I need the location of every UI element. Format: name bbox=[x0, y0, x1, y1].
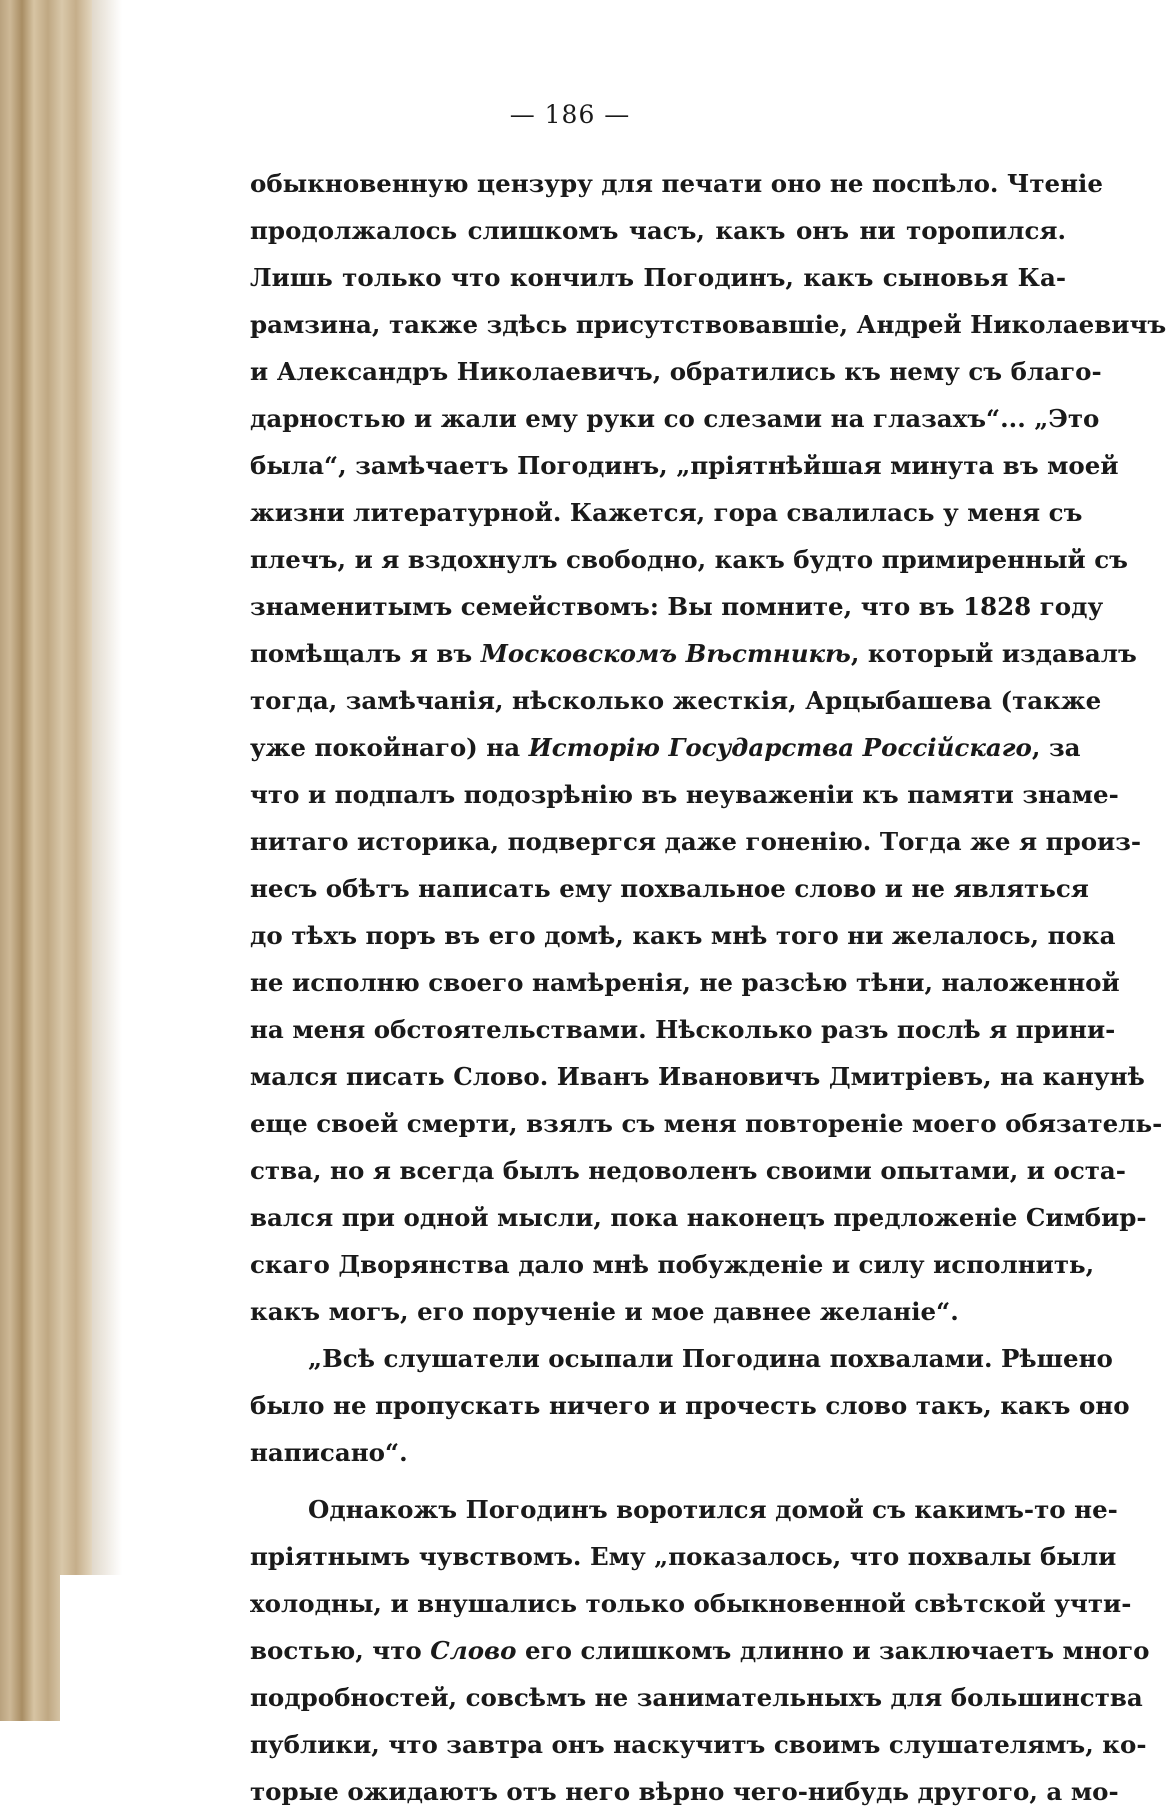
italic-title: Московскомъ Вѣстникѣ bbox=[480, 639, 851, 668]
binding-shadow bbox=[92, 0, 122, 1721]
book-binding-gutter bbox=[0, 0, 92, 1721]
text-line: вался при одной мысли, пока наконецъ предложеніе Симбир- bbox=[250, 1203, 1147, 1232]
italic-title: Исторію Государства Россійскаго bbox=[528, 733, 1032, 762]
text-line: Лишь только что кончилъ Погодинъ, какъ сыновья Ка- bbox=[250, 263, 1066, 292]
text-segment: уже покойнаго) на bbox=[250, 733, 529, 762]
text-line: не исполню своего намѣренія, не разсѣю тѣни, наложенной bbox=[250, 968, 1120, 997]
text-line: несъ обѣтъ написать ему похвальное слово и не являться bbox=[250, 874, 1089, 903]
text-segment: востью, что bbox=[250, 1636, 431, 1665]
italic-title: Слово bbox=[430, 1636, 517, 1665]
text-line: продолжалось слишкомъ часъ, какъ онъ ни торопился. bbox=[250, 216, 1066, 245]
text-line: дарностью и жали ему руки со слезами на глазахъ“... „Это bbox=[250, 404, 1100, 433]
text-line: плечъ, и я вздохнулъ свободно, какъ будто примиренный съ bbox=[250, 545, 1128, 574]
text-line: была“, замѣчаетъ Погодинъ, „пріятнѣйшая минута въ моей bbox=[250, 451, 1119, 480]
text-line: до тѣхъ поръ въ его домѣ, какъ мнѣ того ни желалось, пока bbox=[250, 921, 1116, 950]
text-line: публики, что завтра онъ наскучитъ своимъ слушателямъ, ко- bbox=[250, 1730, 1147, 1759]
text-line: еще своей смерти, взялъ съ меня повтореніе моего обязатель- bbox=[250, 1109, 1163, 1138]
text-line: Однакожъ Погодинъ воротился домой съ какимъ-то не- bbox=[308, 1495, 1118, 1524]
text-line: что и подпалъ подозрѣнію въ неуваженіи къ памяти знаме- bbox=[250, 780, 1119, 809]
text-line: холодны, и внушались только обыкновенной свѣтской учти- bbox=[250, 1589, 1132, 1618]
text-line: было не пропускать ничего и прочесть слово такъ, какъ оно bbox=[250, 1391, 1130, 1420]
text-segment: , который издавалъ bbox=[850, 639, 1137, 668]
text-line: и Александръ Николаевичъ, обратились къ нему съ благо- bbox=[250, 357, 1102, 386]
text-line: „Всѣ слушатели осыпали Погодина похвалами. Рѣшено bbox=[308, 1344, 1113, 1373]
text-line: нитаго историка, подвергся даже гоненію. Тогда же я произ- bbox=[250, 827, 1142, 856]
text-line: написано“. bbox=[250, 1438, 408, 1467]
text-line: тогда, замѣчанія, нѣсколько жесткія, Арцыбашева (также bbox=[250, 686, 1102, 715]
text-segment: , за bbox=[1031, 733, 1081, 762]
text-line: ства, но я всегда былъ недоволенъ своими опытами, и оста- bbox=[250, 1156, 1126, 1185]
text-line: подробностей, совсѣмъ не занимательныхъ для большинства bbox=[250, 1683, 1143, 1712]
text-segment: помѣщалъ я въ bbox=[250, 639, 481, 668]
text-line: жизни литературной. Кажется, гора свалилась у меня съ bbox=[250, 498, 1083, 527]
body-text bbox=[250, 160, 1166, 1815]
text-line: мался писать Слово. Иванъ Ивановичъ Дмитріевъ, на канунѣ bbox=[250, 1062, 1145, 1091]
text-line: знаменитымъ семействомъ: Вы помните, что въ 1828 году bbox=[250, 592, 1104, 621]
text-line: какъ могъ, его порученіе и мое давнее желаніе“. bbox=[250, 1297, 959, 1326]
text-segment: его слишкомъ длинно и заключаетъ много bbox=[516, 1636, 1150, 1665]
text-line bbox=[250, 630, 1137, 677]
text-line: торые ожидаютъ отъ него вѣрно чего-нибудь другого, а мо- bbox=[250, 1777, 1119, 1806]
text-line: пріятнымъ чувствомъ. Ему „показалось, что похвалы были bbox=[250, 1542, 1117, 1571]
text-line: рамзина, также здѣсь присутствовавшіе, Андрей Николаевичъ bbox=[250, 310, 1166, 339]
page-corner bbox=[60, 1575, 210, 1721]
page-number: — 186 — bbox=[509, 100, 631, 129]
text-line bbox=[250, 724, 1081, 771]
text-line: обыкновенную цензуру для печати оно не поспѣло. Чтеніе bbox=[250, 169, 1103, 198]
text-line bbox=[250, 1627, 1150, 1674]
text-line: скаго Дворянства дало мнѣ побужденіе и силу исполнить, bbox=[250, 1250, 1095, 1279]
text-line: на меня обстоятельствами. Нѣсколько разъ послѣ я прини- bbox=[250, 1015, 1116, 1044]
